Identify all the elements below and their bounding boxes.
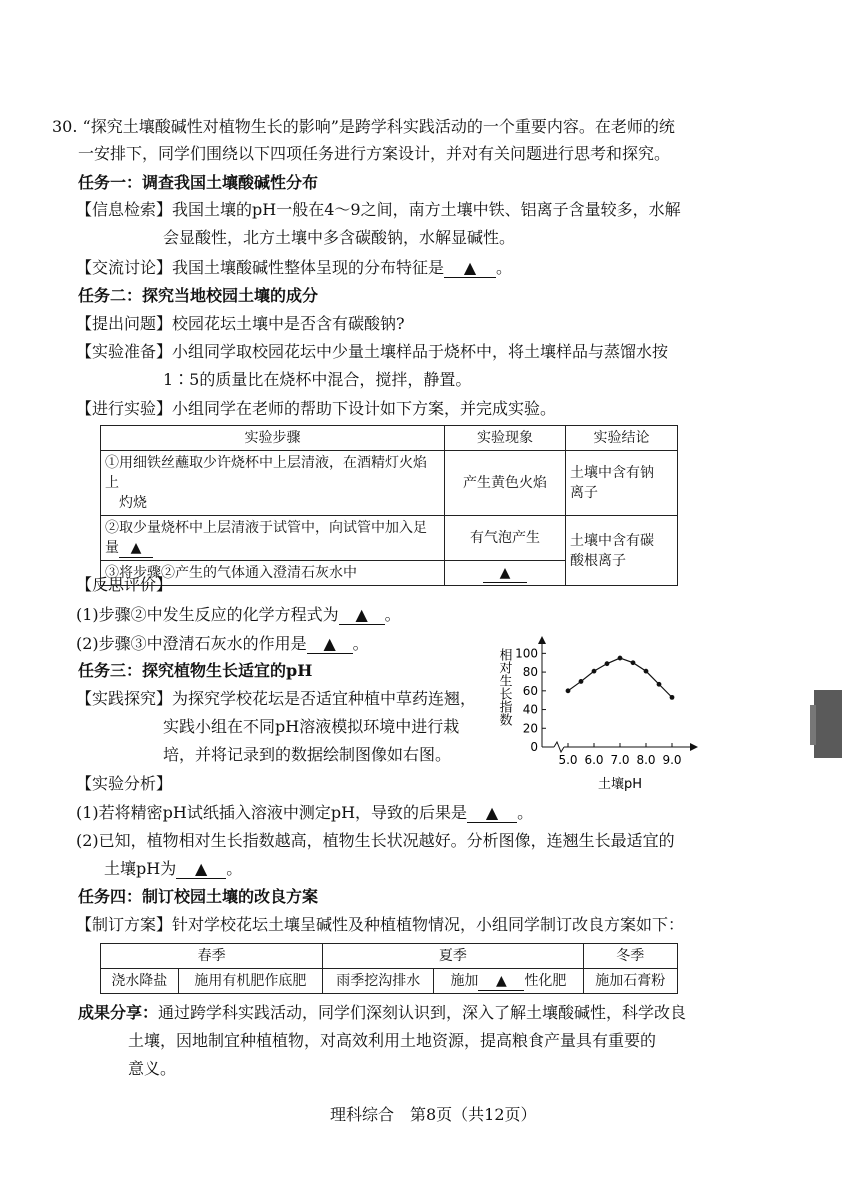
analysis-2-line-1: (2)已知，植物相对生长指数越高，植物生长状况越好。分析图像，连翘生长最适宜的 bbox=[76, 831, 675, 850]
row1-step-line-b: 灼烧 bbox=[119, 495, 147, 511]
header-phenomenon: 实验现象 bbox=[445, 426, 566, 451]
scan-edge-mark bbox=[814, 690, 842, 758]
question-label: 【提出问题】 bbox=[76, 314, 173, 333]
row1-step-line-a: ①用细铁丝蘸取少许烧杯中上层清液，在酒精灯火焰上 bbox=[105, 455, 427, 491]
data-point bbox=[592, 669, 597, 674]
improvement-table bbox=[100, 943, 678, 994]
y-tick-label: 100 bbox=[515, 646, 538, 661]
practice-line-1: 为探究学校花坛是否适宜种植中草药连翘， bbox=[172, 689, 477, 708]
plan-text: 针对学校花坛土壤呈碱性及种植植物情况，小组同学制订改良方案如下： bbox=[172, 915, 685, 934]
growth-chart bbox=[490, 630, 700, 800]
prep-label: 【实验准备】 bbox=[76, 342, 173, 361]
table-row-3-step: ③将步骤②产生的气体通入澄清石灰水中 bbox=[101, 561, 445, 586]
reflect-1-end: 。 bbox=[384, 605, 401, 624]
x-tick-label: 7.0 bbox=[610, 753, 630, 767]
discuss-label: 【交流讨论】 bbox=[76, 258, 173, 277]
result-label: 成果分享： bbox=[78, 1003, 159, 1022]
result-line-1 bbox=[78, 1002, 686, 1024]
practice-label: 【实践探究】 bbox=[76, 689, 173, 708]
result-text-1: 通过跨学科实践活动，同学们深刻认识到，深入了解土壤酸碱性，科学改良 bbox=[158, 1003, 687, 1022]
table-row-1-phenomenon: 产生黄色火焰 bbox=[445, 451, 566, 516]
analysis-2-end: 。 bbox=[226, 859, 243, 878]
cell-summer-2-prefix: 施加 bbox=[450, 973, 479, 989]
task1-discuss bbox=[76, 257, 512, 279]
x-tick-label: 9.0 bbox=[662, 753, 682, 767]
practice-line-2: 实践小组在不同pH溶液模拟环境中进行栽 bbox=[163, 717, 460, 736]
answer-blank-limewater[interactable]: ▲ bbox=[307, 635, 353, 654]
table-row-2-step bbox=[101, 516, 445, 561]
result-line-2: 土壤，因地制宜种植植物，对高效利用土地资源，提高粮食产量具有重要的 bbox=[128, 1031, 657, 1050]
discuss-end: 。 bbox=[496, 258, 513, 277]
reflect-1-text: (1)步骤②中发生反应的化学方程式为 bbox=[76, 605, 339, 624]
answer-blank-1[interactable]: ▲ bbox=[444, 259, 496, 278]
x-axis-arrow bbox=[690, 743, 698, 751]
y-tick-label: 20 bbox=[522, 721, 538, 736]
table-row-3-phenomenon bbox=[445, 561, 566, 586]
answer-blank-fertilizer[interactable]: ▲ bbox=[478, 972, 524, 991]
table-row-1-step bbox=[101, 451, 445, 516]
data-point bbox=[605, 661, 610, 666]
data-point bbox=[670, 695, 675, 700]
task1-title: 任务一：调查我国土壤酸碱性分布 bbox=[78, 173, 319, 192]
x-axis-break bbox=[554, 742, 564, 752]
header-conclusion: 实验结论 bbox=[566, 426, 678, 451]
x-tick-label: 8.0 bbox=[636, 753, 656, 767]
info-line-1: 我国土壤的pH一般在4～9之间，南方土壤中铁、铝离子含量较多，水解 bbox=[172, 200, 681, 219]
info-line-2: 会显酸性，北方土壤中多含碳酸钠，水解显碱性。 bbox=[163, 228, 516, 247]
data-point bbox=[618, 656, 623, 661]
task2-prep bbox=[76, 341, 668, 363]
cell-summer-2 bbox=[434, 969, 583, 994]
experiment-text: 小组同学在老师的帮助下设计如下方案，并完成实验。 bbox=[172, 399, 557, 418]
season-summer: 夏季 bbox=[323, 944, 583, 969]
table-row-2-phenomenon: 有气泡产生 bbox=[445, 516, 566, 561]
answer-blank-equation[interactable]: ▲ bbox=[339, 606, 385, 625]
experiment-label: 【进行实验】 bbox=[76, 399, 173, 418]
reflect-2 bbox=[76, 633, 369, 655]
cell-spring-1: 浇水降盐 bbox=[101, 969, 179, 994]
info-label: 【信息检索】 bbox=[76, 200, 173, 219]
task3-practice bbox=[76, 688, 476, 710]
cell-summer-2-suffix: 性化肥 bbox=[524, 973, 567, 989]
reflect-2-text: (2)步骤③中澄清石灰水的作用是 bbox=[76, 634, 307, 653]
row2-step-line-b: 量 bbox=[105, 540, 119, 556]
chart-xlabel: 土壤pH bbox=[598, 777, 643, 792]
analysis-1 bbox=[76, 802, 533, 824]
row1-concl-line-b: 离子 bbox=[570, 485, 598, 501]
task4-title: 任务四：制订校园土壤的改良方案 bbox=[78, 887, 319, 906]
cell-spring-2: 施用有机肥作底肥 bbox=[178, 969, 323, 994]
cell-winter-1: 施加石膏粉 bbox=[583, 969, 677, 994]
y-tick-label: 40 bbox=[522, 702, 538, 717]
page-footer: 理科综合 第8页（共12页） bbox=[330, 1105, 537, 1124]
data-point bbox=[631, 660, 636, 665]
experiment-table bbox=[100, 425, 678, 586]
row23-concl-line-b: 酸根离子 bbox=[570, 552, 626, 569]
chart-ylabel: 相对生长指数 bbox=[496, 648, 512, 726]
reflect-2-end: 。 bbox=[352, 634, 369, 653]
task1-info bbox=[76, 199, 681, 221]
x-tick-label: 6.0 bbox=[584, 753, 604, 767]
data-point bbox=[579, 679, 584, 684]
analysis-2-text: 土壤pH为 bbox=[104, 859, 177, 878]
prep-line-1: 小组同学取校园花坛中少量土壤样品于烧杯中，将土壤样品与蒸馏水按 bbox=[172, 342, 669, 361]
season-winter: 冬季 bbox=[583, 944, 677, 969]
plan-label: 【制订方案】 bbox=[76, 915, 173, 934]
y-tick-label: 0 bbox=[530, 740, 538, 754]
analysis-label: 【实验分析】 bbox=[76, 774, 173, 793]
reflect-1 bbox=[76, 604, 401, 626]
analysis-2-line-2 bbox=[104, 858, 242, 880]
row1-concl-line-a: 土壤中含有钠 bbox=[570, 465, 654, 481]
header-step: 实验步骤 bbox=[101, 426, 445, 451]
task2-experiment bbox=[76, 398, 556, 420]
analysis-1-text: (1)若将精密pH试纸插入溶液中测定pH，导致的后果是 bbox=[76, 803, 468, 822]
question-text: 校园花坛土壤中是否含有碳酸钠? bbox=[172, 314, 405, 333]
prep-line-2: 1∶5的质量比在烧杯中混合，搅拌，静置。 bbox=[163, 370, 472, 389]
data-point bbox=[644, 669, 649, 674]
x-tick-label: 5.0 bbox=[558, 753, 578, 767]
data-point bbox=[657, 682, 662, 687]
practice-line-3: 培，并将记录到的数据绘制图像如右图。 bbox=[163, 745, 452, 764]
y-axis-arrow bbox=[538, 636, 546, 644]
season-spring: 春季 bbox=[101, 944, 323, 969]
discuss-text: 我国土壤酸碱性整体呈现的分布特征是 bbox=[172, 258, 445, 277]
y-tick-label: 80 bbox=[522, 665, 538, 680]
task4-plan bbox=[76, 914, 684, 936]
growth-curve bbox=[568, 658, 672, 697]
cell-summer-1: 雨季挖沟排水 bbox=[323, 969, 434, 994]
row2-step-line-a: ②取少量烧杯中上层清液于试管中，向试管中加入足 bbox=[105, 520, 427, 536]
answer-blank-ph[interactable]: ▲ bbox=[176, 860, 226, 879]
answer-blank-reagent[interactable]: ▲ bbox=[119, 539, 153, 558]
table-row-23-conclusion bbox=[566, 516, 678, 586]
result-line-3: 意义。 bbox=[128, 1059, 177, 1078]
row23-concl-line-a: 土壤中含有碳 bbox=[570, 532, 654, 549]
task2-title: 任务二：探究当地校园土壤的成分 bbox=[78, 286, 319, 305]
task3-title: 任务三：探究植物生长适宜的pH bbox=[78, 661, 313, 680]
question-line-2: 一安排下，同学们围绕以下四项任务进行方案设计，并对有关问题进行思考和探究。 bbox=[78, 144, 671, 163]
scan-edge-mark-2 bbox=[810, 705, 816, 745]
question-line-1: 30. “探究土壤酸碱性对植物生长的影响”是跨学科实践活动的一个重要内容。在老师的统 bbox=[52, 117, 675, 136]
task2-question bbox=[76, 313, 405, 335]
answer-blank-consequence[interactable]: ▲ bbox=[467, 804, 517, 823]
reflect-label: 【反思评价】 bbox=[76, 575, 173, 594]
answer-blank-phenomenon[interactable]: ▲ bbox=[483, 564, 527, 583]
table-row-1-conclusion bbox=[566, 451, 678, 516]
analysis-1-end: 。 bbox=[517, 803, 534, 822]
data-point bbox=[566, 688, 571, 693]
y-tick-label: 60 bbox=[522, 683, 538, 698]
